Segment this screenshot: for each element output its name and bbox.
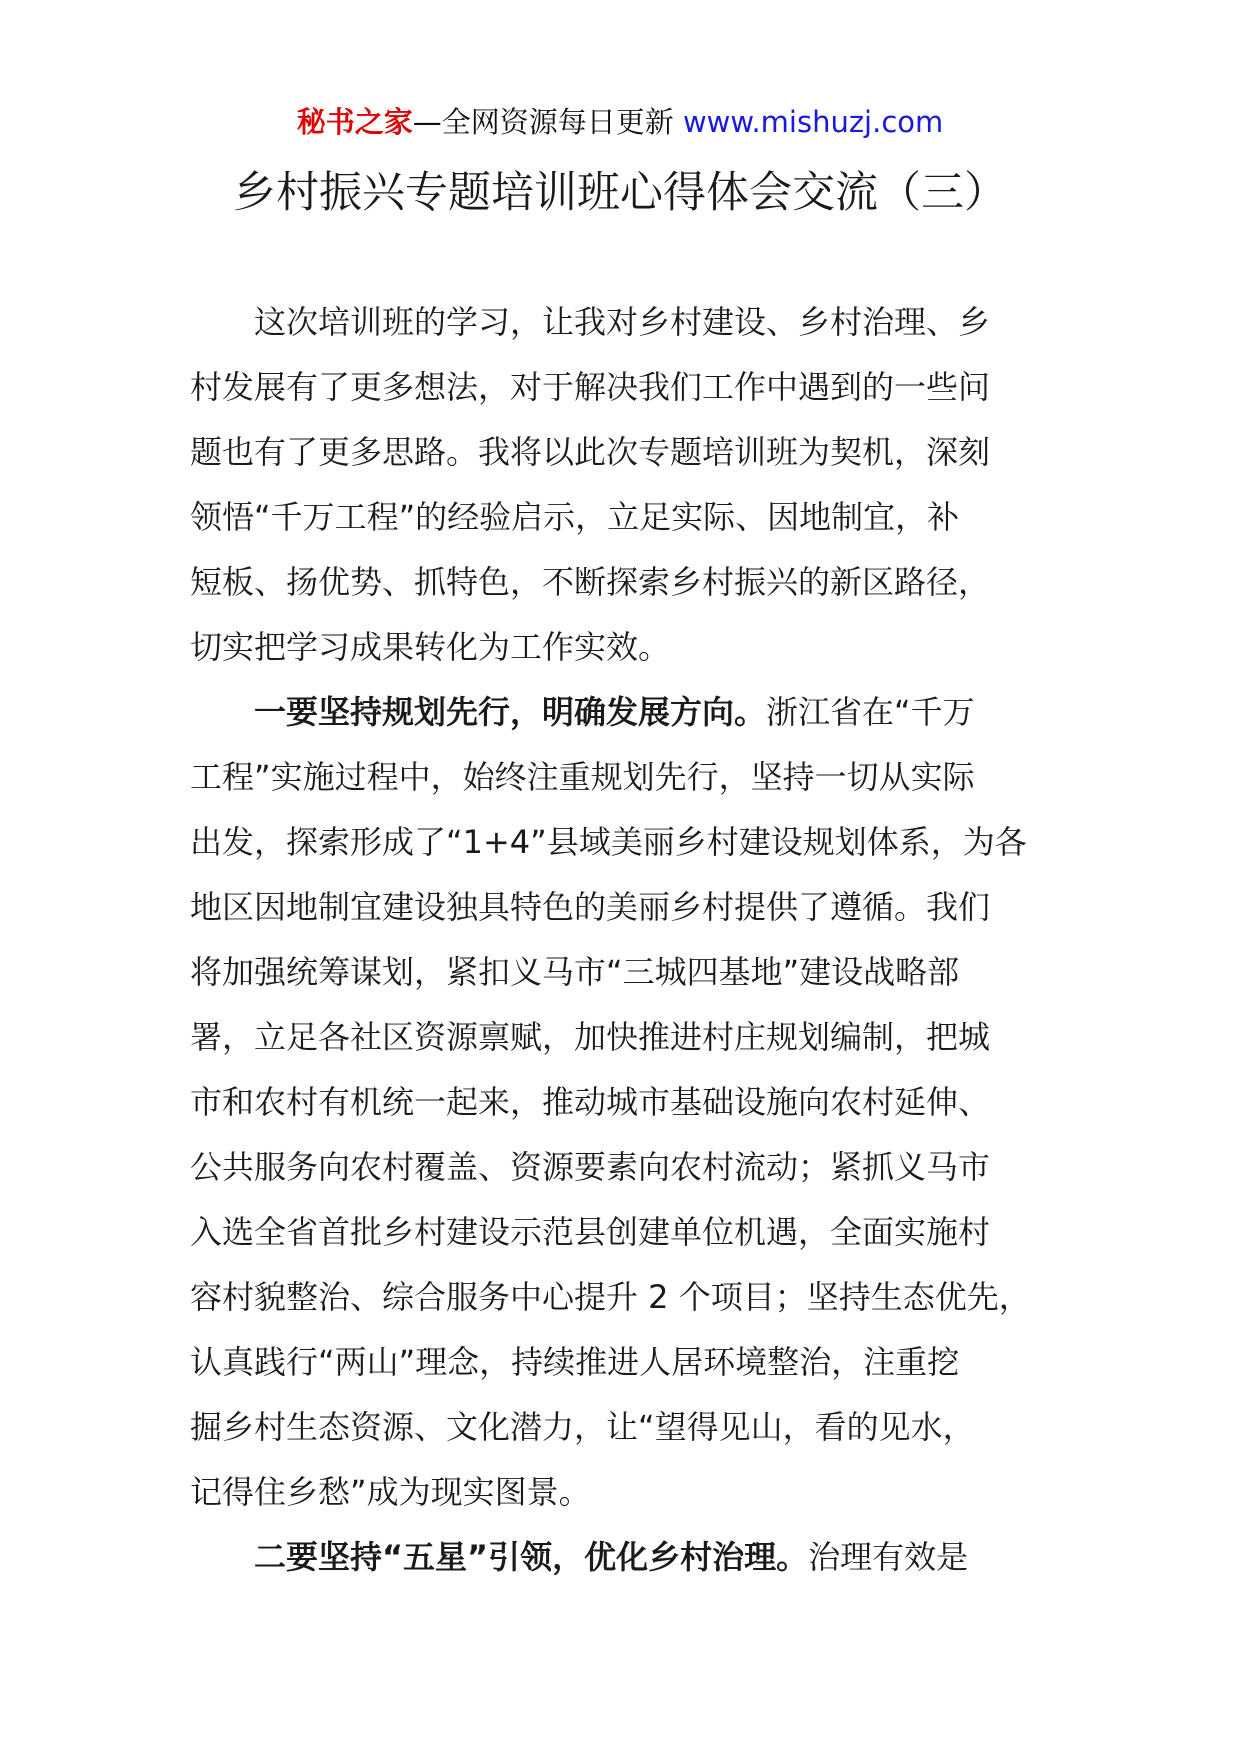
paragraph-planning bbox=[190, 680, 1060, 1525]
text-line bbox=[190, 1525, 1060, 1590]
text-line: 市和农村有机统一起来，推动城市基础设施向农村延伸、 bbox=[190, 1083, 991, 1121]
section-heading: 一要坚持规划先行，明确发展方向。 bbox=[254, 693, 767, 731]
text-line: 短板、扬优势、抓特色，不断探索乡村振兴的新区路径， bbox=[190, 563, 991, 601]
text-line: 将加强统筹谋划，紧扣义马市“三城四基地”建设战略部 bbox=[190, 953, 960, 991]
paragraph-governance bbox=[190, 1525, 1060, 1590]
text-line: 出发，探索形成了“1+4”县域美丽乡村建设规划体系，为各 bbox=[190, 823, 1027, 861]
text-line: 村发展有了更多想法，对于解决我们工作中遇到的一些问 bbox=[190, 368, 991, 406]
site-slogan: —全网资源每日更新 bbox=[412, 105, 683, 139]
text-line: 记得住乡愁”成为现实图景。 bbox=[190, 1473, 591, 1511]
text-line: 公共服务向农村覆盖、资源要素向农村流动；紧抓义马市 bbox=[190, 1148, 991, 1186]
text-line: 署，立足各社区资源禀赋，加快推进村庄规划编制，把城 bbox=[190, 1018, 991, 1056]
text-line: 这次培训班的学习，让我对乡村建设、乡村治理、乡 bbox=[254, 303, 991, 341]
site-header bbox=[0, 100, 1240, 144]
text-run: 治理有效是 bbox=[808, 1538, 969, 1576]
text-line: 题也有了更多思路。我将以此次专题培训班为契机，深刻 bbox=[190, 433, 991, 471]
text-line: 容村貌整治、综合服务中心提升 2 个项目；坚持生态优先， bbox=[190, 1278, 1031, 1316]
text-line: 掘乡村生态资源、文化潜力，让“望得见山，看的见水， bbox=[190, 1408, 975, 1446]
text-line: 领悟“千万工程”的经验启示，立足实际、因地制宜，补 bbox=[190, 498, 960, 536]
text-run: 浙江省在“千万 bbox=[766, 693, 975, 731]
text-line: 地区因地制宜建设独具特色的美丽乡村提供了遵循。我们 bbox=[190, 888, 991, 926]
document-title: 乡村振兴专题培训班心得体会交流（三） bbox=[233, 168, 1007, 218]
document-body bbox=[190, 290, 1060, 1590]
section-heading: 二要坚持“五星”引领，优化乡村治理。 bbox=[254, 1538, 809, 1576]
site-url-link[interactable]: www.mishuzj.com bbox=[682, 105, 944, 139]
paragraph-intro bbox=[190, 290, 1060, 680]
text-line: 工程”实施过程中，始终注重规划先行，坚持一切从实际 bbox=[190, 758, 975, 796]
text-line bbox=[190, 680, 1060, 745]
text-line: 切实把学习成果转化为工作实效。 bbox=[190, 628, 671, 666]
site-brand: 秘书之家 bbox=[296, 105, 413, 139]
text-line: 认真践行“两山”理念，持续推进人居环境整治，注重挖 bbox=[190, 1343, 960, 1381]
text-line: 入选全省首批乡村建设示范县创建单位机遇，全面实施村 bbox=[190, 1213, 991, 1251]
